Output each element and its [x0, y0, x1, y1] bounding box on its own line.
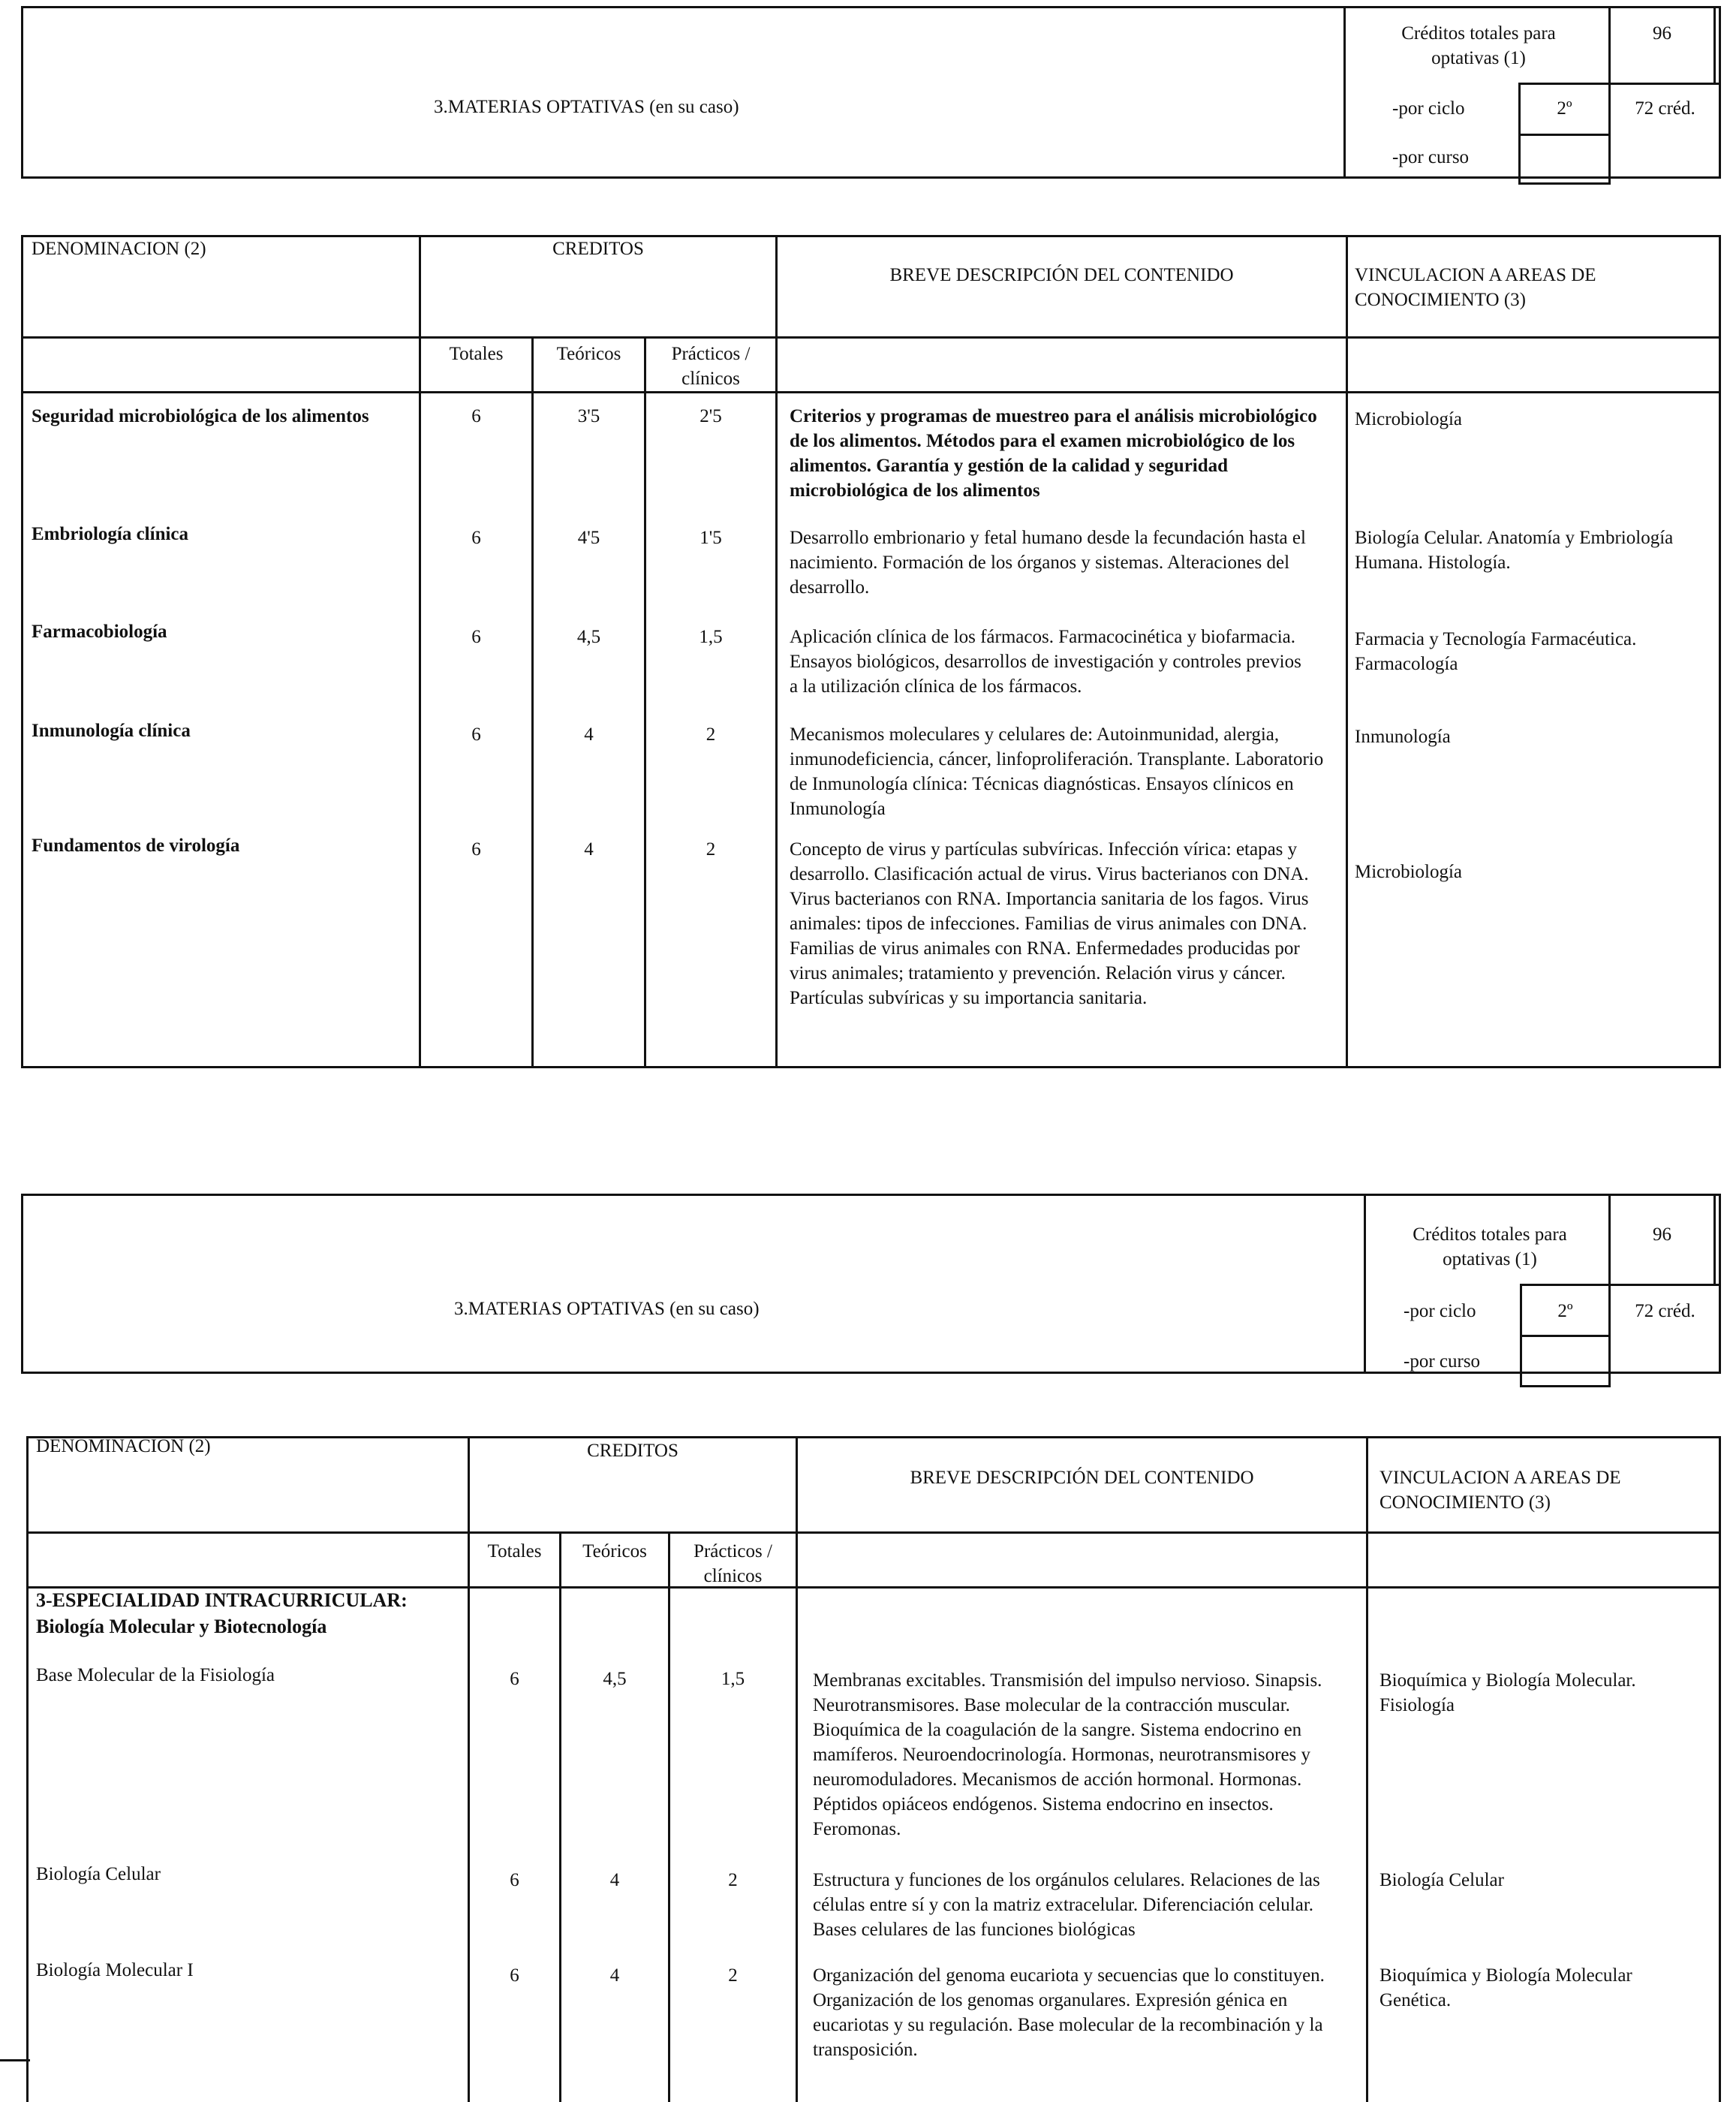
row-teoricos: 4,5 [576, 627, 601, 647]
table-1-divider [531, 336, 534, 1068]
row-totales: 6 [471, 406, 481, 426]
table-2-divider [468, 1436, 470, 2102]
row-description: Concepto de virus y partículas subvíricas. Infección vírica: etapas y desarrollo. Clasificación actual de virus. Virus bacterianos con DNA. Virus bacterianos con RNA. Importancia sanitaria de los fagos. Virus animales: tipos de infecciones. Familias de virus animales con DNA. Familias de virus animales con RNA. Enfermedades producidas por virus animales; tratamiento y prevención. Relación virus y cáncer. Partículas subvíricas y su importancia sanitaria. [790, 839, 1309, 1008]
ciclo-creditos-value: 72 créd. [1635, 1301, 1695, 1321]
row-name: Farmacobiología [32, 622, 167, 642]
header-divider [1713, 6, 1716, 85]
col-descripcion: BREVE DESCRIPCIÓN DEL CONTENIDO [910, 1468, 1254, 1488]
section-subtitle: Biología Molecular y Biotecnología [36, 1616, 327, 1637]
row-name: Seguridad microbiológica de los alimentos [32, 406, 369, 426]
row-practicos: 1'5 [700, 528, 722, 548]
creditos-totales-label: Créditos totales para optativas (1) [1401, 23, 1556, 68]
por-curso-label: -por curso [1392, 147, 1470, 167]
header-box-2 [21, 1194, 1721, 1374]
row-practicos: 2'5 [700, 406, 722, 426]
row-area: Microbiología [1355, 862, 1463, 882]
row-teoricos: 4 [609, 1870, 620, 1890]
row-name: Inmunología clínica [32, 721, 191, 741]
row-totales: 6 [471, 724, 481, 745]
section-title: 3-ESPECIALIDAD INTRACURRICULAR: [36, 1589, 408, 1611]
header-divider [1518, 182, 1611, 185]
page-edge-mark [0, 2059, 30, 2061]
row-teoricos: 4 [609, 1965, 620, 1986]
table-2-divider [26, 1531, 1721, 1534]
row-description: Membranas excitables. Transmisión del impulso nervioso. Sinapsis. Neurotransmisores. Base molecular de la contracción muscular. Bioquímica de la coagulación de la sangre. Sistema endocrino en mamíferos. Neuroendocrinología. Hormonas, neurotransmisores y neuromoduladores. Mecanismos de acción hormonal. Hormonas. Péptidos opiáceos endógenos. Sistema endocrino en insectos. Feromonas. [813, 1670, 1322, 1839]
col-creditos: CREDITOS [552, 239, 644, 259]
row-teoricos: 3'5 [577, 406, 600, 426]
row-totales: 6 [510, 1965, 519, 1986]
col-denominacion: DENOMINACION (2) [36, 1436, 211, 1456]
table-1-divider [21, 391, 1721, 393]
row-area: Farmacia y Tecnología Farmacéutica. Farmacología [1355, 629, 1637, 674]
col-vinculacion: VINCULACION A AREAS DE CONOCIMIENTO (3) [1379, 1468, 1621, 1513]
header-divider [1520, 1335, 1608, 1337]
ciclo-creditos-value: 72 créd. [1635, 98, 1695, 119]
table-1-divider [21, 336, 1721, 339]
row-area: Bioquímica y Biología Molecular. Fisiología [1379, 1670, 1636, 1715]
row-practicos: 2 [728, 1870, 738, 1890]
row-practicos: 2 [706, 839, 716, 860]
header-divider [1364, 1194, 1366, 1374]
row-practicos: 2 [728, 1965, 738, 1986]
table-2-divider [1366, 1436, 1368, 2102]
creditos-total-value: 96 [1653, 23, 1671, 44]
row-name: Base Molecular de la Fisiología [36, 1665, 275, 1685]
header-title: 3.MATERIAS OPTATIVAS (en su caso) [434, 97, 739, 117]
por-ciclo-label: -por ciclo [1392, 98, 1465, 119]
col-teoricos: Teóricos [556, 344, 621, 364]
col-descripcion: BREVE DESCRIPCIÓN DEL CONTENIDO [889, 265, 1234, 285]
por-curso-label: -por curso [1404, 1351, 1481, 1372]
header-divider [1520, 1284, 1721, 1286]
row-name: Biología Molecular I [36, 1960, 194, 1980]
row-description: Organización del genoma eucariota y secuencias que lo constituyen. Organización de los genomas organulares. Expresión génica en eucariotas y su regulación. Base molecular de la recombinación y la transposición. [813, 1965, 1325, 2060]
table-1-divider [775, 235, 778, 1068]
row-teoricos: 4,5 [603, 1669, 627, 1689]
row-teoricos: 4'5 [577, 528, 600, 548]
col-creditos: CREDITOS [587, 1441, 678, 1461]
row-area: Microbiología [1355, 409, 1463, 429]
col-totales: Totales [449, 344, 504, 364]
table-2-divider [668, 1531, 670, 2102]
row-teoricos: 4 [584, 839, 594, 860]
ciclo-value: 2º [1557, 98, 1572, 119]
header-divider [1343, 6, 1346, 179]
table-2-divider [796, 1436, 798, 2102]
row-description: Estructura y funciones de los orgánulos celulares. Relaciones de las células entre sí y con la matriz extracelular. Diferenciación celular. Bases celulares de las funciones biológicas [813, 1870, 1320, 1940]
row-area: Bioquímica y Biología Molecular Genética. [1379, 1965, 1632, 2010]
row-name: Embriología clínica [32, 524, 189, 544]
row-totales: 6 [471, 839, 481, 860]
table-2-divider [559, 1531, 561, 2102]
ciclo-value: 2º [1557, 1301, 1573, 1321]
row-name: Biología Celular [36, 1864, 161, 1884]
col-practicos: Prácticos / clínicos [693, 1541, 772, 1586]
col-totales: Totales [487, 1541, 542, 1561]
row-description: Desarrollo embrionario y fetal humano desde la fecundación hasta el nacimiento. Formación de los órganos y sistemas. Alteraciones del desarrollo. [790, 528, 1306, 598]
row-totales: 6 [510, 1870, 519, 1890]
row-name: Fundamentos de virología [32, 836, 240, 856]
col-teoricos: Teóricos [582, 1541, 647, 1561]
creditos-total-value: 96 [1653, 1224, 1671, 1245]
table-1-divider [644, 336, 646, 1068]
header-divider [1518, 134, 1608, 136]
row-practicos: 2 [706, 724, 716, 745]
row-area: Inmunología [1355, 727, 1451, 747]
header-divider [1713, 1194, 1716, 1284]
row-teoricos: 4 [584, 724, 594, 745]
col-vinculacion: VINCULACION A AREAS DE CONOCIMIENTO (3) [1355, 265, 1596, 310]
header-title: 3.MATERIAS OPTATIVAS (en su caso) [454, 1299, 760, 1319]
por-ciclo-label: -por ciclo [1404, 1301, 1476, 1321]
row-practicos: 1,5 [699, 627, 723, 647]
row-description: Aplicación clínica de los fármacos. Farmacocinética y biofarmacia. Ensayos biológicos, desarrollos de investigación y controles previos a la utilización clínica de los fármacos. [790, 627, 1301, 697]
row-practicos: 1,5 [721, 1669, 745, 1689]
row-area: Biología Celular [1379, 1870, 1504, 1890]
row-totales: 6 [471, 528, 481, 548]
header-divider [1520, 1385, 1611, 1387]
row-totales: 6 [510, 1669, 519, 1689]
header-divider [1608, 83, 1721, 85]
creditos-totales-label: Créditos totales para optativas (1) [1413, 1224, 1567, 1269]
row-description: Mecanismos moleculares y celulares de: Autoinmunidad, alergia, inmunodeficiencia, cáncer, linfoproliferación. Transplante. Laboratorio de Inmunología clínica: Técnicas diagnósticas. Ensayos clínicos en Inmunología [790, 724, 1324, 819]
col-practicos: Prácticos / clínicos [671, 344, 751, 389]
row-area: Biología Celular. Anatomía y Embriología Humana. Histología. [1355, 528, 1674, 573]
row-totales: 6 [471, 627, 481, 647]
table-1-divider [1346, 235, 1348, 1068]
row-description: Criterios y programas de muestreo para el análisis microbiológico de los alimentos. Métodos para el examen microbiológico de los alimentos. Garantía y gestión de la calidad y seguridad microbiológica de los alimentos [790, 406, 1317, 501]
col-denominacion: DENOMINACION (2) [32, 239, 206, 259]
